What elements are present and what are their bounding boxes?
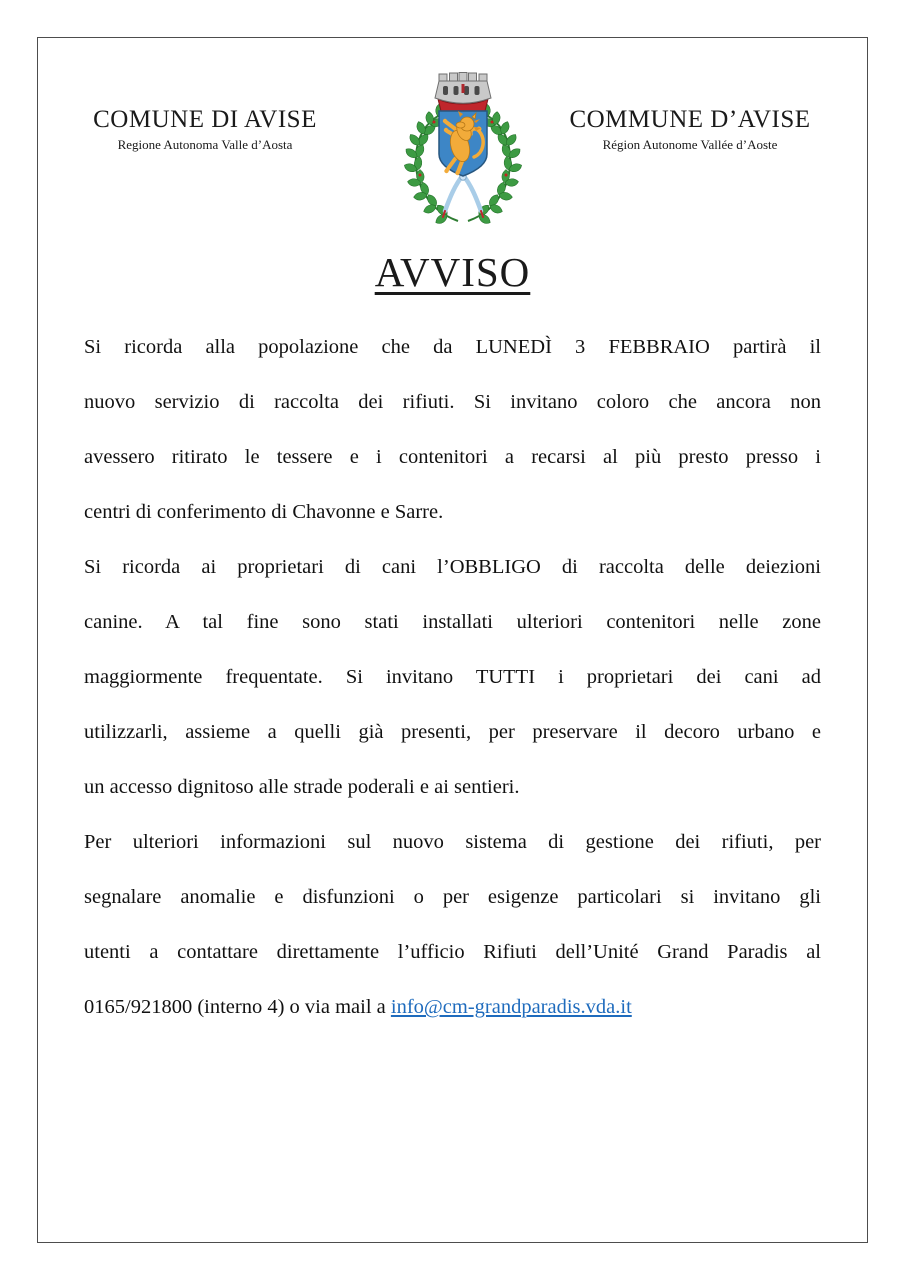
notice-line: segnalare anomalie e disfunzioni o per esigenze particolari si invitano gli [84,886,821,908]
header-italian [60,106,350,153]
email-link[interactable]: info@cm-grandparadis.vda.it [390,996,632,1018]
contact-phone-text: 0165/921800 (interno 4) o via mail a [84,996,391,1018]
notice-line: utenti a contattare direttamente l’ufficio Rifiuti dell’Unité Grand Paradis al [84,941,821,963]
notice-line: un accesso dignitoso alle strade poderali e ai sentieri. [84,776,520,798]
region-name-fr: Région Autonome Vallée d’Aoste [602,137,778,152]
municipality-name-fr: COMMUNE D’AVISE [569,106,811,133]
notice-line: Si ricorda alla popolazione che da LUNEDÌ 3 FEBBRAIO partirà il [84,336,821,358]
notice-body [84,320,821,1035]
notice-line: utilizzarli, assieme a quelli già presenti, per preservare il decoro urbano e [84,721,821,743]
notice-line: Si ricorda ai proprietari di cani l’OBBLIGO di raccolta delle deiezioni [84,556,821,578]
municipal-crest-icon [398,69,528,229]
municipality-name-it: COMUNE DI AVISE [93,106,317,133]
notice-line: maggiormente frequentate. Si invitano TUTTI i proprietari dei cani ad [84,666,821,688]
region-name-it: Regione Autonoma Valle d’Aosta [117,137,293,152]
notice-line: canine. A tal fine sono stati installati ulteriori contenitori nelle zone [84,611,821,633]
notice-contact-line [84,980,821,1035]
mural-crown-icon [435,73,491,116]
notice-line: Per ulteriori informazioni sul nuovo sistema di gestione dei rifiuti, per [84,831,821,853]
notice-line: avessero ritirato le tessere e i contenitori a recarsi al più presto presso i [84,446,821,468]
notice-line: centri di conferimento di Chavonne e Sarre. [84,501,444,523]
ribbon-icon [443,174,483,217]
notice-title: AVVISO [374,249,531,295]
header-french [545,106,835,153]
notice-line: nuovo servizio di raccolta dei rifiuti. Si invitano coloro che ancora non [84,391,821,413]
